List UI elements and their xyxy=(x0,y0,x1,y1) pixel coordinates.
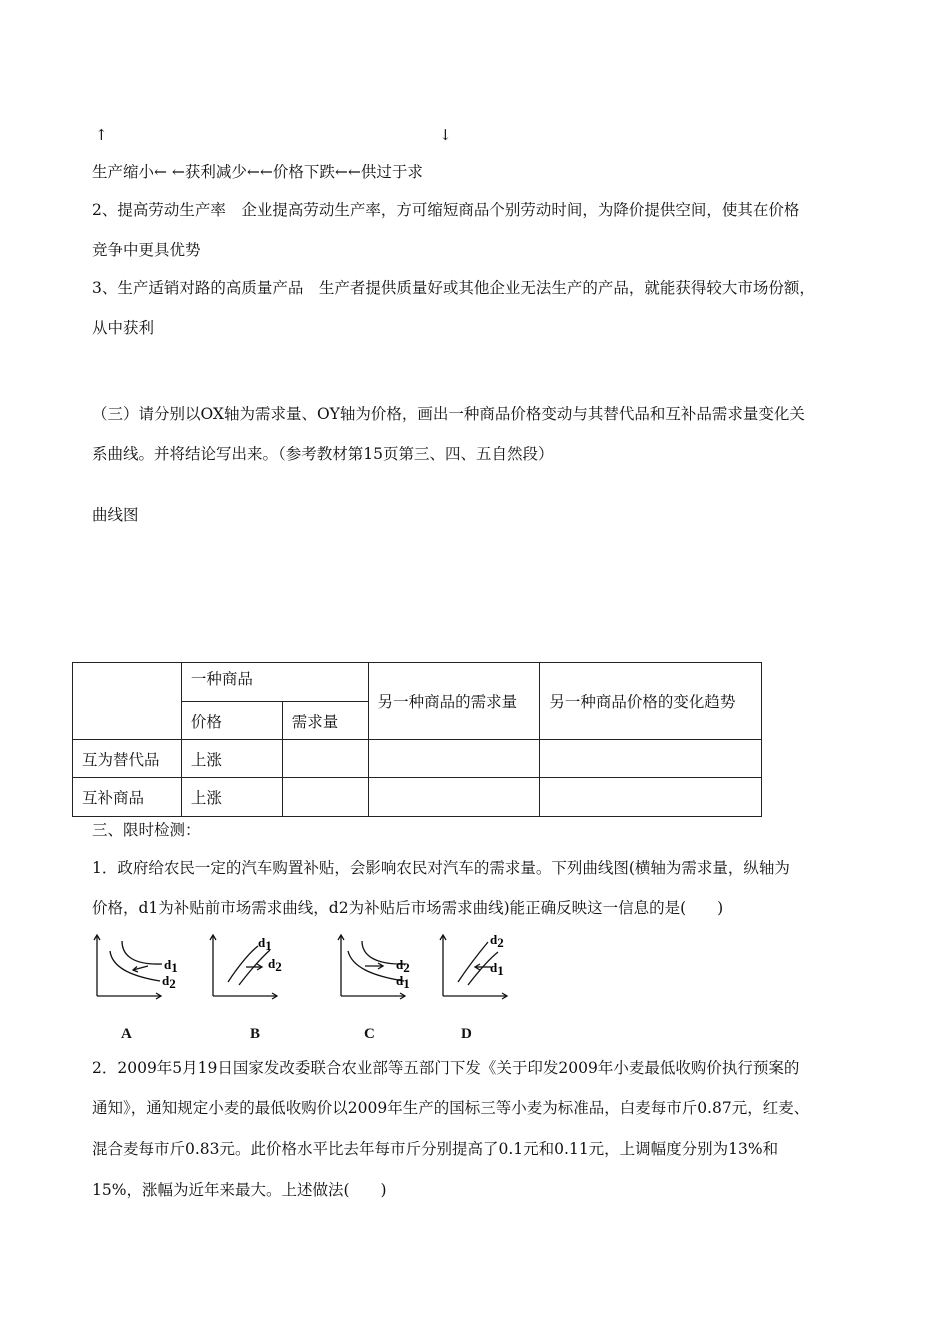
option-d-chart xyxy=(436,932,536,1002)
row-price: 上涨 xyxy=(181,740,282,778)
row-other-trend-input[interactable] xyxy=(540,778,762,817)
row-label: 互为替代品 xyxy=(73,740,182,778)
row-price: 上涨 xyxy=(181,778,282,817)
point-3-line-2: 从中获利 xyxy=(92,319,155,337)
option-a-chart xyxy=(90,932,190,1002)
table-row xyxy=(73,740,762,778)
down-arrow-icon: ↓ xyxy=(439,126,452,144)
point-2-line-2: 竞争中更具优势 xyxy=(92,241,201,259)
point-3-line-1: 3、生产适销对路的高质量产品 生产者提供质量好或其他企业无法生产的产品，就能获得较大市场份额， xyxy=(92,279,815,297)
curve-label-bottom: d2 xyxy=(268,956,282,974)
curve-bottom xyxy=(110,951,160,981)
header-price: 价格 xyxy=(181,702,282,740)
point-2-line-1: 2、提高劳动生产率 企业提高劳动生产率，方可缩短商品个别劳动时间，为降价提供空间，使其在价格 xyxy=(92,201,800,219)
curve-top xyxy=(122,941,162,964)
header-demand: 需求量 xyxy=(282,702,368,740)
test-heading: 三、限时检测： xyxy=(92,821,201,839)
row-demand-input[interactable] xyxy=(282,740,368,778)
table-row xyxy=(73,778,762,817)
header-other-trend: 另一种商品价格的变化趋势 xyxy=(540,663,762,740)
section-3-line-2: 系曲线。并将结论写出来。（参考教材第15页第三、四、五自然段） xyxy=(92,445,554,463)
curve-label: 曲线图 xyxy=(92,506,139,524)
section-3-line-1: （三）请分别以OX轴为需求量、OY轴为价格，画出一种商品价格变动与其替代品和互补品需求量变化关 xyxy=(92,405,805,423)
row-label: 互补商品 xyxy=(73,778,182,817)
flow-chain-text: 生产缩小← ←获利减少←←价格下跌←←供过于求 xyxy=(92,163,423,181)
table-corner-cell xyxy=(73,663,182,740)
row-other-demand-input[interactable] xyxy=(368,778,540,817)
question-1-line-2: 价格，d1为补贴前市场需求曲线，d2为补贴后市场需求曲线)能正确反映这一信息的是( ) xyxy=(92,899,724,917)
curve-label-top: d2 xyxy=(396,957,410,975)
curve-label-bottom: d1 xyxy=(396,973,410,991)
question-2-line-4: 15%，涨幅为近年来最大。上述做法( ) xyxy=(92,1181,387,1199)
curve-label-bottom: d2 xyxy=(162,973,176,991)
question-2-line-3: 混合麦每市斤0.83元。此价格水平比去年每市斤分别提高了0.1元和0.11元，上调幅度分别为13%和 xyxy=(92,1140,779,1158)
curve-top xyxy=(458,942,488,982)
row-other-trend-input[interactable] xyxy=(540,740,762,778)
question-1-line-1: 1．政府给农民一定的汽车购置补贴，会影响农民对汽车的需求量。下列曲线图(横轴为需求量，纵轴为 xyxy=(92,859,790,877)
question-2-line-2: 通知》，通知规定小麦的最低收购价以2009年生产的国标三等小麦为标准品，白麦每市斤0.87元，红麦、 xyxy=(92,1099,810,1117)
goods-relation-table xyxy=(72,662,762,817)
row-demand-input[interactable] xyxy=(282,778,368,817)
curve-label-top: d1 xyxy=(164,957,178,975)
curve-label-bottom: d1 xyxy=(490,960,504,978)
option-d-label[interactable]: D xyxy=(461,1026,472,1042)
up-arrow-icon: ↑ xyxy=(95,126,108,144)
header-one-good: 一种商品 xyxy=(181,663,368,702)
curve-top xyxy=(228,946,258,982)
header-other-demand: 另一种商品的需求量 xyxy=(368,663,540,740)
option-b-chart xyxy=(206,932,306,1002)
option-c-chart xyxy=(334,932,434,1002)
option-c-label[interactable]: C xyxy=(364,1026,375,1042)
curve-label-top: d2 xyxy=(490,932,504,950)
option-b-label[interactable]: B xyxy=(250,1026,261,1042)
row-other-demand-input[interactable] xyxy=(368,740,540,778)
question-2-line-1: 2．2009年5月19日国家发改委联合农业部等五部门下发《关于印发2009年小麦最低收购价执行预案的 xyxy=(92,1059,800,1077)
curve-label-top: d1 xyxy=(258,935,272,953)
option-a-label[interactable]: A xyxy=(121,1026,132,1042)
